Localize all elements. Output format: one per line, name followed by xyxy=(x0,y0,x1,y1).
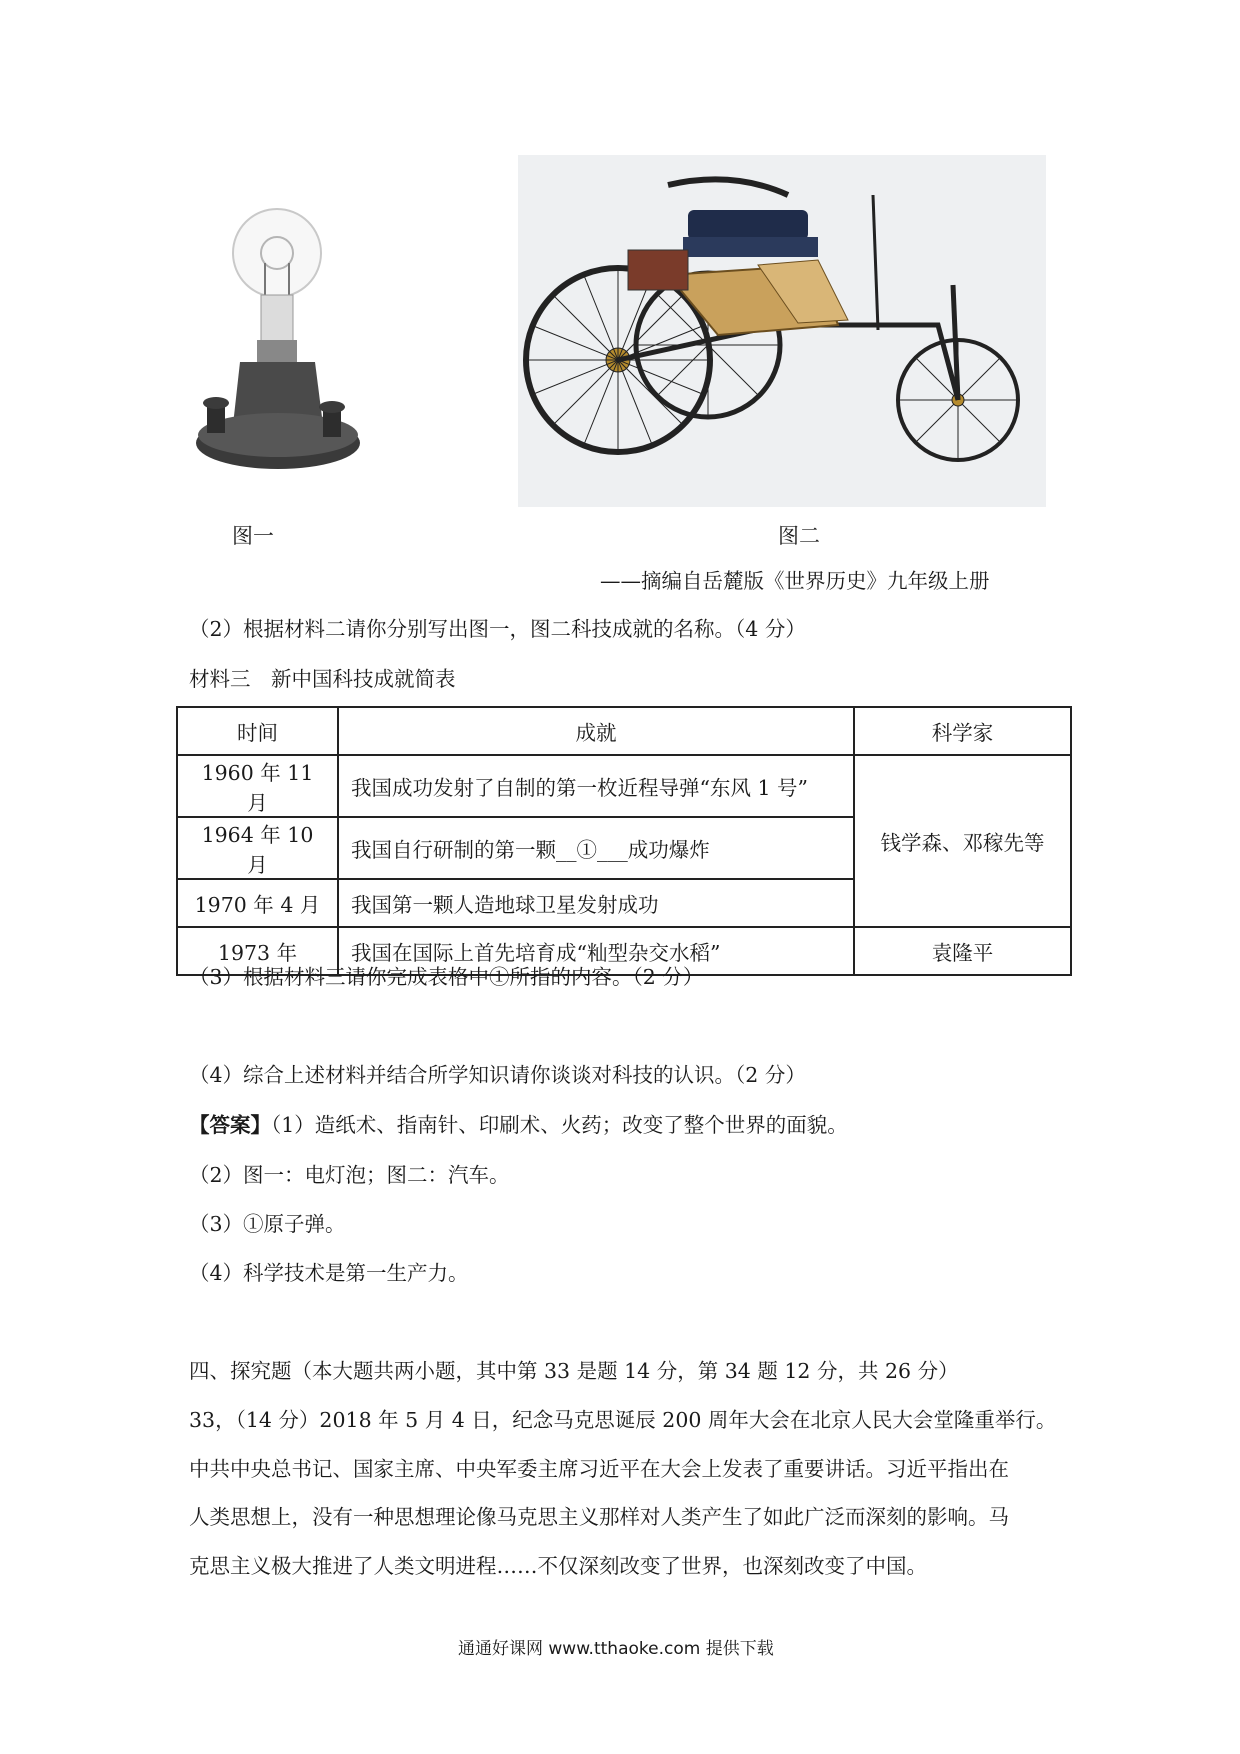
row-time: 1964 年 10 月 xyxy=(177,817,338,879)
answer-3: （3）①原子弹。 xyxy=(189,1212,346,1236)
light-bulb-image xyxy=(195,195,365,495)
scientist-last: 袁隆平 xyxy=(854,927,1071,975)
row-achievement: 我国在国际上首先培育成“籼型杂交水稻” xyxy=(338,927,854,975)
row-time: 1960 年 11 月 xyxy=(177,755,338,817)
question-33-line-1: 33，（14 分）2018 年 5 月 4 日，纪念马克思诞辰 200 周年大会在北京人民大会堂隆重举行。 xyxy=(189,1408,1057,1432)
question-33-line-4: 克思主义极大推进了人类文明进程……不仅深刻改变了世界，也深刻改变了中国。 xyxy=(189,1554,927,1578)
material-3-title: 材料三 新中国科技成就简表 xyxy=(189,667,456,691)
figure-2-caption: 图二 xyxy=(778,524,820,548)
row-achievement: 我国成功发射了自制的第一枚近程导弹“东风 1 号” xyxy=(338,755,854,817)
answer-4: （4）科学技术是第一生产力。 xyxy=(189,1261,469,1285)
row-achievement xyxy=(338,817,854,879)
question-33-line-2: 中共中央总书记、国家主席、中央军委主席习近平在大会上发表了重要讲话。习近平指出在 xyxy=(189,1457,1009,1481)
answer-2: （2）图一：电灯泡；图二：汽车。 xyxy=(189,1163,510,1187)
page-footer: 通通好课网 www.tthaoke.com 提供下载 xyxy=(458,1639,774,1659)
motor-car-image xyxy=(518,155,1046,507)
header-achievement: 成就 xyxy=(338,707,854,755)
figure-source: ——摘编自岳麓版《世界历史》九年级上册 xyxy=(600,569,990,593)
table-row xyxy=(177,755,1071,817)
scientist-group: 钱学森、邓稼先等 xyxy=(854,755,1071,927)
section-4-heading: 四、探究题（本大题共两小题，其中第 33 是题 14 分，第 34 题 12 分，共 26 分） xyxy=(189,1359,959,1383)
achievements-table xyxy=(176,706,1072,976)
answer-1-text: （1）造纸术、指南针、印刷术、火药；改变了整个世界的面貌。 xyxy=(271,1113,848,1137)
achievement-post: 成功爆炸 xyxy=(627,838,710,862)
achievement-pre: 我国自行研制的第一颗 xyxy=(351,838,556,862)
question-2: （2）根据材料二请你分别写出图一，图二科技成就的名称。（4 分） xyxy=(189,617,806,641)
figure-1-caption: 图一 xyxy=(232,524,274,548)
header-time: 时间 xyxy=(177,707,338,755)
question-33-line-3: 人类思想上，没有一种思想理论像马克思主义那样对人类产生了如此广泛而深刻的影响。马 xyxy=(189,1505,1009,1529)
answer-1 xyxy=(189,1110,848,1140)
table-header-row xyxy=(177,707,1071,755)
question-4: （4）综合上述材料并结合所学知识请你谈谈对科技的认识。（2 分） xyxy=(189,1063,806,1087)
row-time: 1973 年 xyxy=(177,927,338,975)
header-scientist: 科学家 xyxy=(854,707,1071,755)
question-3: （3）根据材料三请你完成表格中①所指的内容。（2 分） xyxy=(189,965,704,989)
row-achievement: 我国第一颗人造地球卫星发射成功 xyxy=(338,879,854,927)
row-time: 1970 年 4 月 xyxy=(177,879,338,927)
answer-tag: 【答案】 xyxy=(189,1113,271,1137)
fill-blank: __①___ xyxy=(556,838,628,862)
